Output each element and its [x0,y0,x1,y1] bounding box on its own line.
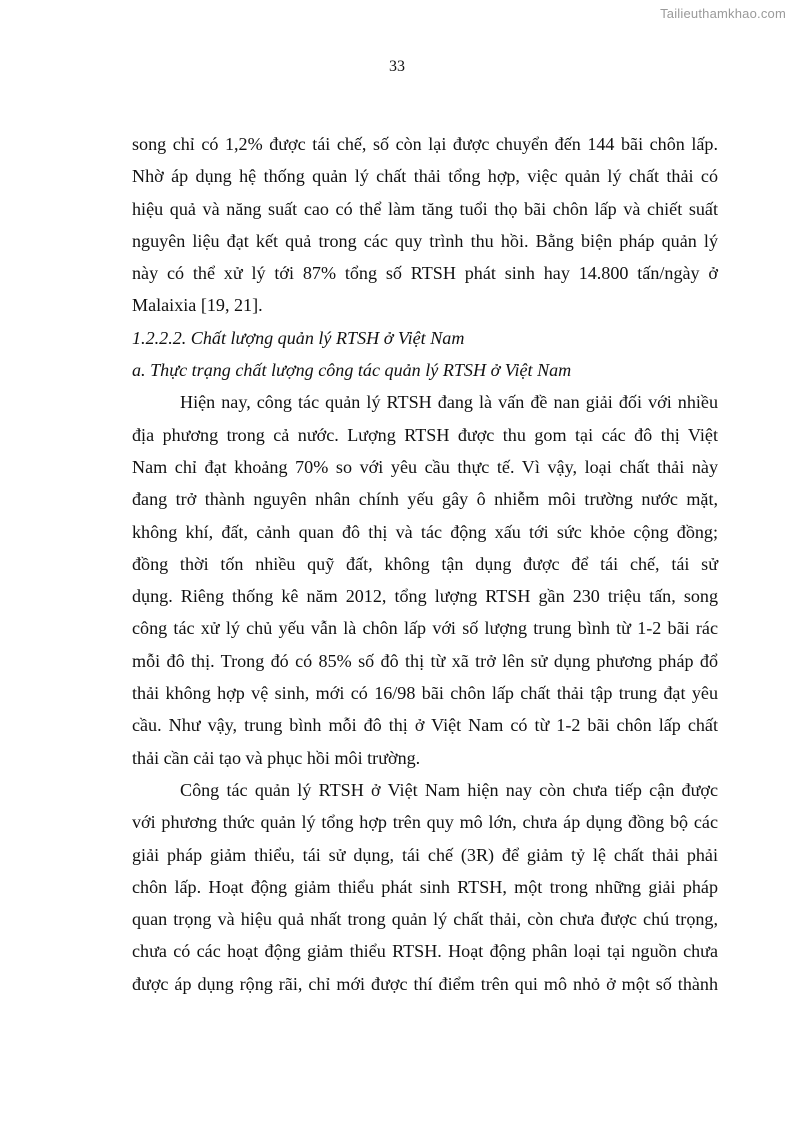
text-line-13: không khí, đất, cảnh quan đô thị và tác động xấu tới sức khỏe cộng đồng; [132,521,718,542]
section-heading-1-2-2-2: 1.2.2.2. Chất lượng quản lý RTSH ở Việt Nam [132,327,465,348]
text-line-23: giải pháp giảm thiểu, tái sử dụng, tái chế (3R) để giảm tỷ lệ chất thải phải [132,844,718,865]
text-line-10: địa phương trong cả nước. Lượng RTSH được thu gom tại các đô thị Việt [132,424,718,445]
text-line-2: Nhờ áp dụng hệ thống quản lý chất thải tổng hợp, việc quản lý chất thải có [132,166,718,187]
text-line-3: hiệu quả và năng suất cao có thể làm tăng tuổi thọ bãi chôn lấp và chiết suất [132,198,718,219]
text-line-26: chưa có các hoạt động giảm thiểu RTSH. Hoạt động phân loại tại nguồn chưa [132,941,718,962]
text-line-24: chôn lấp. Hoạt động giảm thiểu phát sinh RTSH, một trong những giải pháp [132,876,718,897]
text-line-5: này có thể xử lý tới 87% tổng số RTSH phát sinh hay 14.800 tấn/ngày ở [132,263,718,284]
text-line-20: thải cần cải tạo và phục hồi môi trường. [132,747,421,768]
text-line-25: quan trọng và hiệu quả nhất trong quản lý chất thải, còn chưa được chú trọng, [132,909,718,930]
page-number: 33 [389,58,405,75]
watermark-text: Tailieuthamkhao.com [660,6,786,21]
text-line-16: công tác xử lý chủ yếu vẫn là chôn lấp với số lượng trung bình từ 1-2 bãi rác [132,618,718,639]
subsection-heading-a: a. Thực trạng chất lượng công tác quản lý RTSH ở Việt Nam [132,360,572,381]
text-line-22: với phương thức quản lý tổng hợp trên quy mô lớn, chưa áp dụng đồng bộ các [132,812,718,833]
document-body [132,128,718,1000]
text-line-21: Công tác quản lý RTSH ở Việt Nam hiện nay còn chưa tiếp cận được [180,779,718,800]
text-line-15: dụng. Riêng thống kê năm 2012, tổng lượng RTSH gần 230 triệu tấn, song [132,586,718,607]
text-line-6: Malaixia [19, 21]. [132,295,263,316]
text-line-1: song chỉ có 1,2% được tái chế, số còn lại được chuyển đến 144 bãi chôn lấp. [132,134,718,154]
text-line-11: Nam chỉ đạt khoảng 70% so với yêu cầu thực tế. Vì vậy, loại chất thải này [132,456,718,477]
text-line-18: thải không hợp vệ sinh, mới có 16/98 bãi chôn lấp chất thải tập trung đạt yêu [132,683,718,704]
text-line-12: đang trở thành nguyên nhân chính yếu gây ô nhiễm môi trường nước mặt, [132,489,718,510]
text-line-4: nguyên liệu đạt kết quả trong các quy trình thu hồi. Bằng biện pháp quản lý [132,230,718,251]
text-line-9: Hiện nay, công tác quản lý RTSH đang là vấn đề nan giải đối với nhiều [180,392,718,413]
text-line-14: đồng thời tốn nhiều quỹ đất, không tận dụng được để tái chế, tái sử [132,553,718,574]
text-line-17: mỗi đô thị. Trong đó có 85% số đô thị từ xã trở lên sử dụng phương pháp đổ [132,650,718,671]
text-line-27: được áp dụng rộng rãi, chỉ mới được thí điểm trên qui mô nhỏ ở một số thành [132,973,718,994]
text-line-19: cầu. Như vậy, trung bình mỗi đô thị ở Việt Nam có từ 1-2 bãi chôn lấp chất [132,715,718,736]
